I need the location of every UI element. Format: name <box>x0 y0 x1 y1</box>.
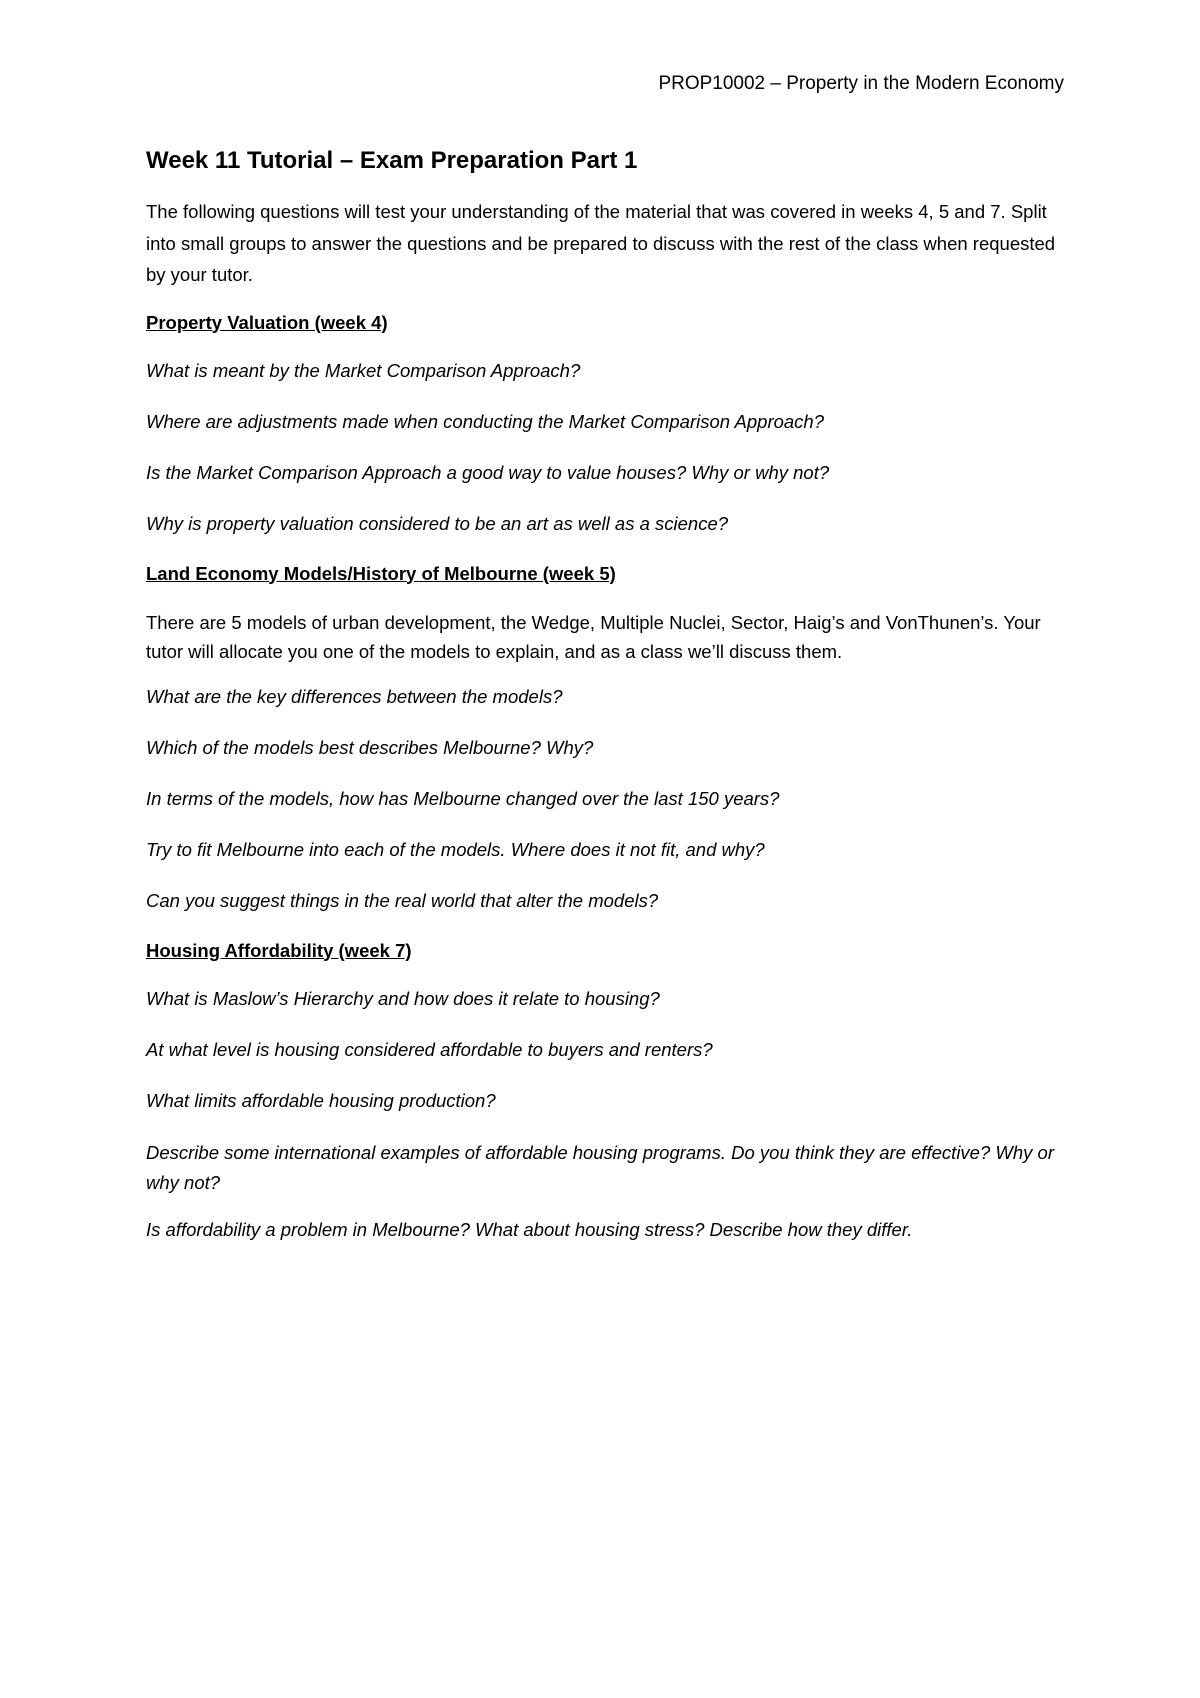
section-heading-housing-affordability: Housing Affordability (week 7) <box>146 939 412 961</box>
section-intro-paragraph: There are 5 models of urban development, the Wedge, Multiple Nuclei, Sector, Haig’s and VonThunen’s. Your tutor will allocate you one of the models to explain, and as a class we’ll discuss them. <box>146 611 1041 662</box>
question: Where are adjustments made when conducting the Market Comparison Approach? <box>146 410 825 432</box>
document-body <box>146 146 1066 1267</box>
question: At what level is housing considered affordable to buyers and renters? <box>146 1038 713 1060</box>
question: What is meant by the Market Comparison Approach? <box>146 359 581 381</box>
question: What are the key differences between the models? <box>146 685 563 707</box>
question: What limits affordable housing production? <box>146 1089 496 1111</box>
question: Is the Market Comparison Approach a good way to value houses? Why or why not? <box>146 461 830 483</box>
question: Describe some international examples of affordable housing programs. Do you think they are effective? Why or why not? <box>146 1141 1054 1193</box>
question: In terms of the models, how has Melbourne changed over the last 150 years? <box>146 787 780 809</box>
document-title: Week 11 Tutorial – Exam Preparation Part 1 <box>146 147 638 174</box>
question: What is Maslow’s Hierarchy and how does it relate to housing? <box>146 987 660 1009</box>
intro-paragraph: The following questions will test your understanding of the material that was covered in weeks 4, 5 and 7. Split into small groups to answer the questions and be prepared to discuss with the rest of the class when requested by your tutor. <box>146 201 1056 285</box>
section-heading-land-economy: Land Economy Models/History of Melbourne (week 5) <box>146 562 616 584</box>
question: Which of the models best describes Melbourne? Why? <box>146 736 594 758</box>
question: Why is property valuation considered to be an art as well as a science? <box>146 512 729 534</box>
question: Is affordability a problem in Melbourne? What about housing stress? Describe how they differ. <box>146 1218 913 1240</box>
section-heading-property-valuation: Property Valuation (week 4) <box>146 311 388 333</box>
question: Can you suggest things in the real world that alter the models? <box>146 889 659 911</box>
question: Try to fit Melbourne into each of the models. Where does it not fit, and why? <box>146 838 765 860</box>
running-header: PROP10002 – Property in the Modern Economy <box>658 73 1064 94</box>
